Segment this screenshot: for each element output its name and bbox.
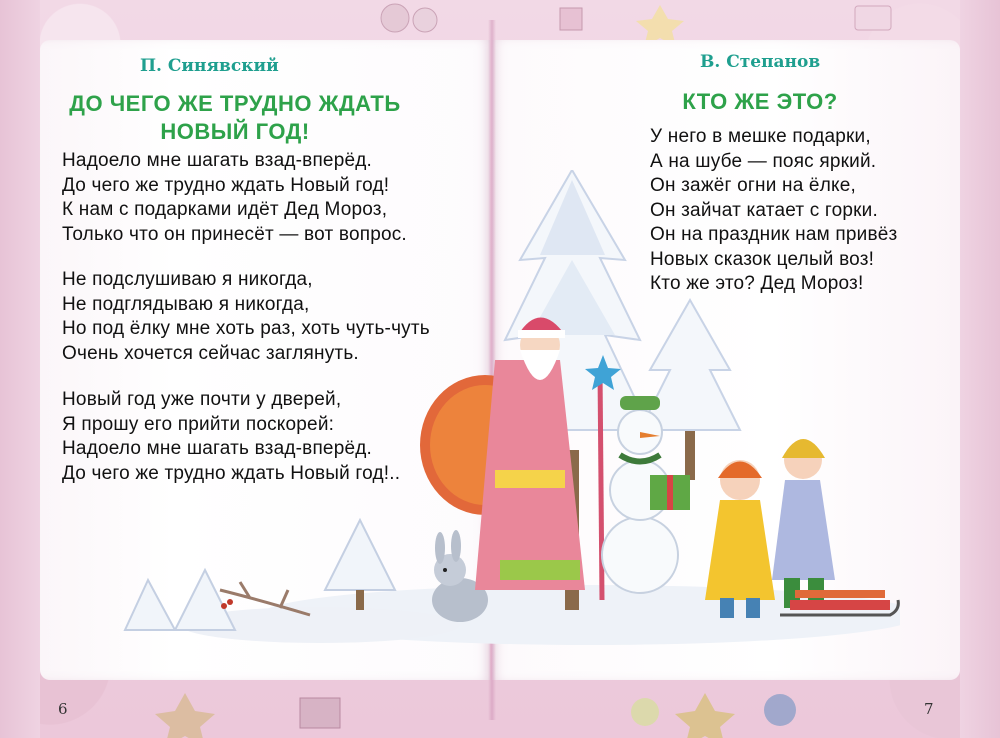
page-frame-left xyxy=(0,0,40,738)
left-poem-title xyxy=(50,90,420,146)
snowy-fir-tree-small-3 xyxy=(125,580,175,630)
poem-line: Надоело мне шагать взад-вперёд. xyxy=(62,438,372,459)
snowy-fir-tree-small-2 xyxy=(175,570,235,630)
poem-line: Он на праздник нам привёз xyxy=(650,224,898,245)
left-title-line-1: ДО ЧЕГО ЖЕ ТРУДНО ЖДАТЬ xyxy=(69,91,401,116)
poem-line: Новый год уже почти у дверей, xyxy=(62,389,342,410)
poem-line: К нам с подарками идёт Дед Мороз, xyxy=(62,199,388,220)
poem-line: У него в мешке подарки, xyxy=(650,126,871,147)
right-page-number: 7 xyxy=(924,700,934,718)
poem-line: А на шубе — пояс яркий. xyxy=(650,150,877,172)
ornament-decoration-bottom xyxy=(0,688,1000,738)
snowy-fir-tree-right xyxy=(640,300,740,480)
poem-line: Он зайчат катает с горки. xyxy=(650,199,878,221)
poem-line: Кто же это? Дед Мороз! xyxy=(650,273,864,294)
girl-in-yellow-coat xyxy=(705,460,775,618)
right-author: В. Степанов xyxy=(700,52,821,72)
poem-line: Новых сказок целый воз! xyxy=(650,248,875,270)
poem-line: До чего же трудно ждать Новый год!.. xyxy=(62,462,401,484)
winter-scene-illustration xyxy=(120,170,900,645)
page-frame-right xyxy=(960,0,1000,738)
ornament-decoration-top xyxy=(0,0,1000,40)
poem-line: Он зажёг огни на ёлке, xyxy=(650,175,856,196)
poem-line: Но под ёлку мне хоть раз, хоть чуть-чуть xyxy=(62,318,430,339)
right-poem-title: КТО ЖЕ ЭТО? xyxy=(682,89,838,114)
left-page-number: 6 xyxy=(58,700,68,718)
poem-line: Не подглядываю я никогда, xyxy=(62,293,310,315)
poem-line: Не подслушиваю я никогда, xyxy=(62,269,313,290)
poem-line: Я прошу его прийти поскорей: xyxy=(62,413,335,435)
left-title-line-2: НОВЫЙ ГОД! xyxy=(160,119,310,144)
poem-line: До чего же трудно ждать Новый год! xyxy=(62,174,390,196)
poem-line: Только что он принесёт — вот вопрос. xyxy=(62,223,407,245)
boy-in-blue-coat xyxy=(772,439,835,608)
poem-line: Очень хочется сейчас заглянуть. xyxy=(62,342,359,364)
left-author: П. Синявский xyxy=(140,56,279,76)
poem-line: Надоело мне шагать взад-вперёд. xyxy=(62,150,372,171)
